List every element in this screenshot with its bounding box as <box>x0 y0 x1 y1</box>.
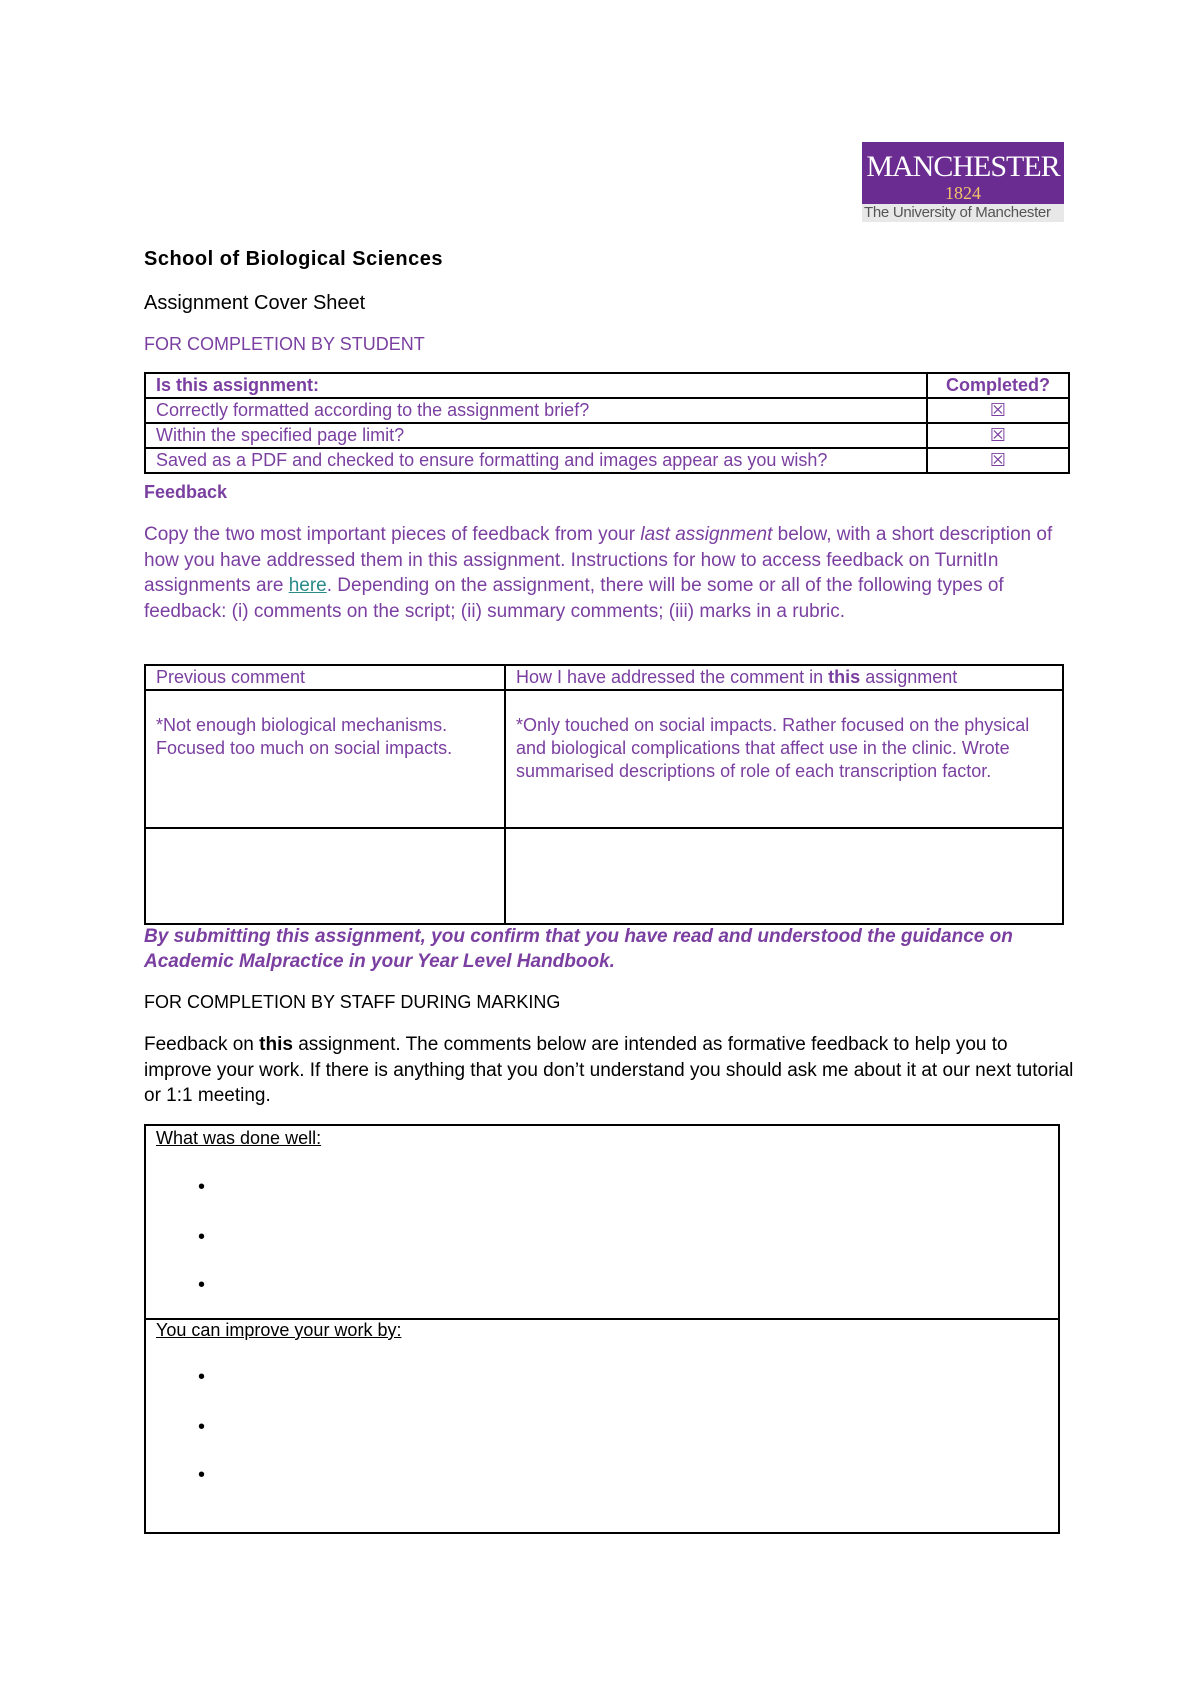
addressed-header <box>505 665 1063 690</box>
staff-section-heading: FOR COMPLETION BY STAFF DURING MARKING <box>144 992 561 1012</box>
bullet-icon: • <box>198 1366 206 1388</box>
bullet-icon: • <box>198 1226 206 1248</box>
checklist-row <box>145 423 1069 448</box>
addressed-header-c: assignment <box>860 667 958 687</box>
checklist-row <box>145 398 1069 423</box>
staff-text-2: assignment. The comments below are intended as formative feedback to help you to improve your work. If there is anything that you don’t understand you should ask me about it at our next tutorial or 1:1 meeting. <box>144 1034 1074 1106</box>
done-well-box[interactable] <box>144 1124 1060 1320</box>
staff-text-bold: this <box>259 1034 293 1055</box>
previous-comment-header: Previous comment <box>145 665 505 690</box>
school-name: School of Biological Sciences <box>144 248 444 270</box>
previous-comment-cell-empty[interactable] <box>145 828 505 924</box>
feedback-text-2: below, with a short description of how you have addressed them in this assignment. Instructions for how to access feedback on TurnitIn assignments are <box>144 524 1053 596</box>
bullet-icon: • <box>198 1274 206 1296</box>
checklist-label: Within the specified page limit? <box>145 423 927 448</box>
previous-comment-cell[interactable]: *Not enough biological mechanisms. Focused too much on social impacts. <box>145 690 505 828</box>
checkbox-checked[interactable]: ☒ <box>927 423 1069 448</box>
addressed-header-bold: this <box>828 667 861 687</box>
checklist-label: Correctly formatted according to the assignment brief? <box>145 398 927 423</box>
malpractice-confirmation: By submitting this assignment, you confirm that you have read and understood the guidance on Academic Malpractice in your Year Level Handbook. <box>144 926 1013 972</box>
addressed-comment-cell[interactable]: *Only touched on social impacts. Rather focused on the physical and biological complications that affect use in the clinic. Wrote summarised descriptions of role of each transcription factor. <box>505 690 1063 828</box>
student-section-heading: FOR COMPLETION BY STUDENT <box>144 334 425 354</box>
bullet-icon: • <box>198 1176 206 1198</box>
turnitin-instructions-link[interactable]: here <box>288 575 327 596</box>
feedback-heading: Feedback <box>144 482 228 502</box>
staff-text-1: Feedback on <box>144 1034 260 1055</box>
addressed-header-a: How I have addressed the comment in <box>516 667 829 687</box>
university-logo <box>862 142 1064 220</box>
assignment-checklist <box>144 372 1070 474</box>
staff-instructions <box>144 1032 1074 1109</box>
bullet-icon: • <box>198 1464 206 1486</box>
checklist-label: Saved as a PDF and checked to ensure formatting and images appear as you wish? <box>145 448 927 473</box>
logo-subtitle: The University of Manchester <box>862 204 1064 222</box>
checkbox-checked[interactable]: ☒ <box>927 448 1069 473</box>
improve-box[interactable] <box>144 1318 1060 1534</box>
checkbox-checked[interactable]: ☒ <box>927 398 1069 423</box>
bullet-icon: • <box>198 1416 206 1438</box>
logo-year: 1824 <box>945 183 981 203</box>
page-title: Assignment Cover Sheet <box>144 292 366 314</box>
checklist-row <box>145 448 1069 473</box>
feedback-text-3: . Depending on the assignment, there will be some or all of the following types of feedback: (i) comments on the script; (ii) summary comments; (iii) marks in a rubric. <box>144 575 1004 622</box>
done-well-title: What was done well: <box>156 1128 322 1148</box>
previous-feedback-table <box>144 664 1064 925</box>
checklist-header-completed: Completed? <box>927 373 1069 398</box>
logo-name: MANCHESTER <box>866 150 1060 183</box>
improve-title: You can improve your work by: <box>156 1320 402 1340</box>
feedback-instructions <box>144 522 1074 624</box>
feedback-text-1: Copy the two most important pieces of feedback from your <box>144 524 641 545</box>
feedback-text-italic: last assignment <box>640 524 773 545</box>
logo-crest <box>862 142 1064 204</box>
addressed-comment-cell-empty[interactable] <box>505 828 1063 924</box>
checklist-header-question: Is this assignment: <box>145 373 927 398</box>
